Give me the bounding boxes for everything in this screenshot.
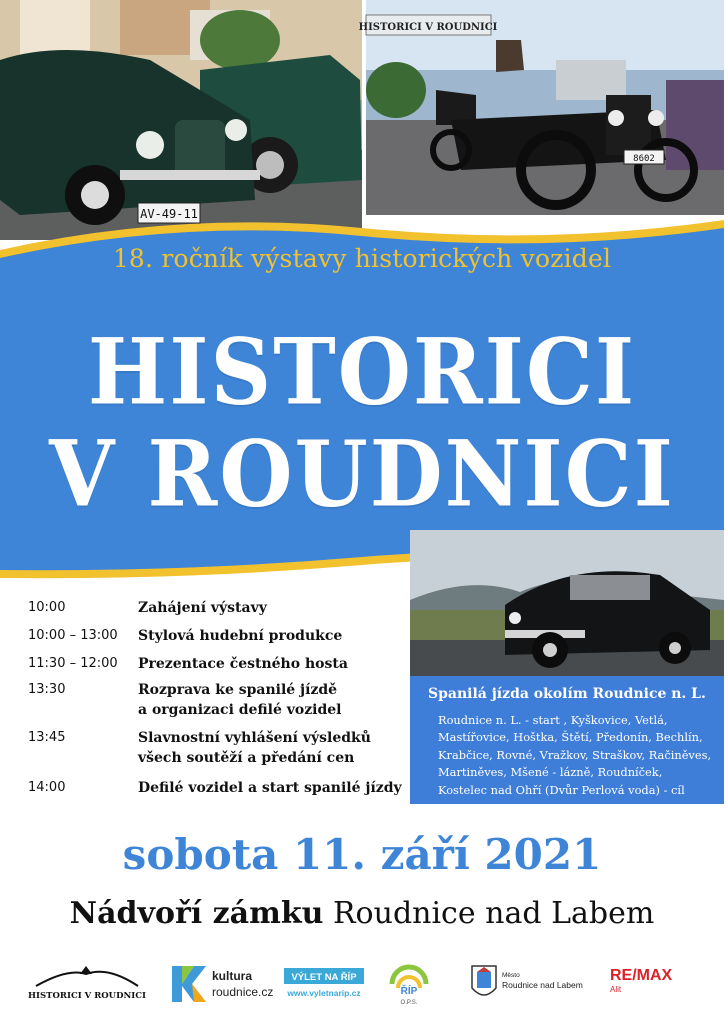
schedule-time: 10:00 – 13:00 <box>28 628 118 643</box>
schedule-time: 10:00 <box>28 600 66 615</box>
logo-historici <box>28 958 146 1008</box>
logo-mesto <box>468 958 583 1008</box>
schedule-event: Prezentace čestného hosta <box>138 656 348 672</box>
title-line-2: V ROUDNICI <box>49 420 675 527</box>
photo-ford-t <box>358 0 724 215</box>
schedule-event: Rozprava ke spanilé jízdě <box>138 682 338 698</box>
ride-line: Krabčice, Rovné, Vražkov, Straškov, Račiněves, <box>438 747 712 762</box>
schedule-row <box>28 680 408 722</box>
logo-vylet-url: www.vyletnarip.cz <box>287 988 361 998</box>
schedule-event: Zahájení výstavy <box>138 600 267 616</box>
schedule-event-cont: a organizaci defilé vozidel <box>138 702 342 718</box>
ride-route <box>438 712 728 799</box>
logo-rip-text: ŘÍP <box>400 986 418 997</box>
logo-remax <box>608 958 688 1008</box>
logo-kultura-text: kultura <box>212 969 253 983</box>
schedule-time: 14:00 <box>28 780 66 795</box>
logo-vylet <box>280 958 372 1008</box>
logo-kultura-url: roudnice.cz <box>212 985 274 999</box>
logo-remax-sub: Alit <box>610 985 622 994</box>
ride-title: Spanilá jízda okolím Roudnice n. L. <box>428 686 706 702</box>
schedule-time: 13:45 <box>28 730 66 745</box>
schedule-event-cont: všech soutěží a předání cen <box>138 750 355 766</box>
subtitle: 18. ročník výstavy historických vozidel <box>112 244 612 273</box>
logo-mesto-text: Město <box>502 972 520 979</box>
venue-city: Roudnice nad Labem <box>332 896 655 931</box>
top-right-plate: 8602 <box>633 154 655 164</box>
ride-line: Roudnice n. L. - start , Kyškovice, Vetlá, <box>438 713 668 727</box>
logo-rip <box>386 958 432 1008</box>
schedule-event: Stylová hudební produkce <box>138 628 343 644</box>
title-line-1: HISTORICI <box>87 318 637 425</box>
logo-remax-text: RE/MAX <box>610 967 673 984</box>
photo-black-car <box>410 530 724 676</box>
schedule-time: 11:30 – 12:00 <box>28 656 118 671</box>
schedule-event: Defilé vozidel a start spanilé jízdy <box>138 780 402 796</box>
logo-rip-sub: O.P.S. <box>400 1000 418 1006</box>
schedule-row <box>28 728 408 770</box>
venue <box>0 896 724 931</box>
venue-bold: Nádvoří zámku <box>69 896 324 931</box>
ride-line: Kostelec nad Ohří (Dvůr Perlová voda) - cíl <box>438 782 685 797</box>
ride-panel <box>410 676 724 804</box>
event-date: sobota 11. září 2021 <box>122 830 602 879</box>
logo-historici-text: HISTORICI V ROUDNICI <box>28 991 146 1001</box>
schedule-event: Slavnostní vyhlášení výsledků <box>138 730 371 746</box>
ride-line: Mastířovice, Hoštka, Štětí, Předonín, Bechlín, <box>438 730 703 745</box>
top-left-plate: AV-49-11 <box>140 207 198 221</box>
logo-kultura <box>170 958 274 1008</box>
logo-mesto-name: Roudnice nad Labem <box>502 980 583 990</box>
logo-vylet-text: VÝLET NA ŘÍP <box>291 972 357 983</box>
schedule-time: 13:30 <box>28 682 66 697</box>
ride-line: Martiněves, Mšené - lázně, Roudníček, <box>438 765 663 780</box>
photo-banner-text: HISTORICI V ROUDNICI <box>358 22 498 33</box>
